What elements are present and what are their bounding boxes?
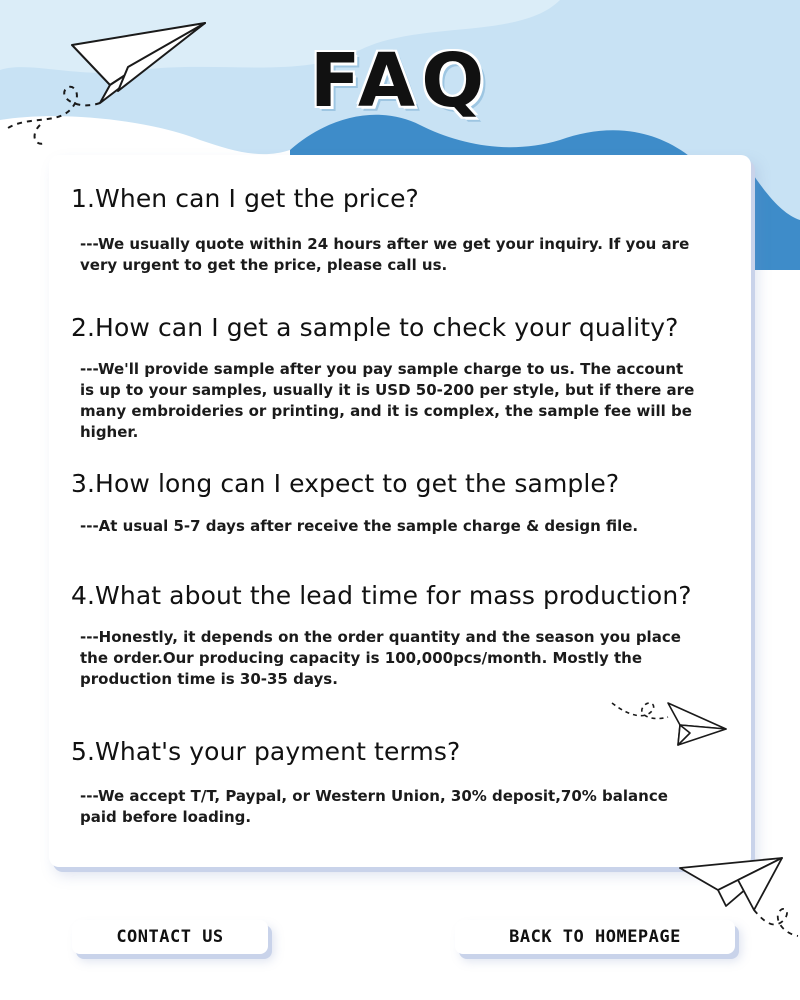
faq-item	[71, 312, 741, 443]
faq-answer: ---We'll provide sample after you pay sample charge to us. The account is up to your samples, usually it is USD 50-200 per style, but if there are many embroideries or printing, and it is complex, the sample fee will be higher.	[80, 360, 695, 441]
faq-answer: ---We accept T/T, Paypal, or Western Union, 30% deposit,70% balance paid before loading.	[80, 787, 668, 826]
faq-card	[49, 155, 751, 867]
faq-question: 5.What's your payment terms?	[71, 737, 461, 766]
page-title: FAQ	[309, 38, 491, 124]
contact-us-button[interactable]: CONTACT US	[72, 920, 268, 954]
faq-question: 1.When can I get the price?	[71, 184, 419, 213]
faq-question: 4.What about the lead time for mass production?	[71, 581, 692, 610]
faq-question: 3.How long can I expect to get the sample?	[71, 469, 620, 498]
dashed-trail	[754, 909, 798, 936]
faq-item	[71, 183, 741, 276]
faq-item	[71, 580, 741, 690]
faq-item	[71, 468, 741, 537]
faq-answer: ---Honestly, it depends on the order quantity and the season you place the order.Our producing capacity is 100,000pcs/month. Mostly the production time is 30-35 days.	[80, 628, 681, 688]
faq-question: 2.How can I get a sample to check your quality?	[71, 313, 679, 342]
faq-answer: ---At usual 5-7 days after receive the sample charge & design file.	[80, 517, 639, 535]
paper-plane-icon	[610, 695, 730, 750]
dashed-trail	[612, 703, 668, 719]
faq-answer: ---We usually quote within 24 hours after we get your inquiry. If you are very urgent to get the price, please call us.	[80, 235, 690, 274]
back-to-homepage-button[interactable]: BACK TO HOMEPAGE	[455, 920, 735, 954]
